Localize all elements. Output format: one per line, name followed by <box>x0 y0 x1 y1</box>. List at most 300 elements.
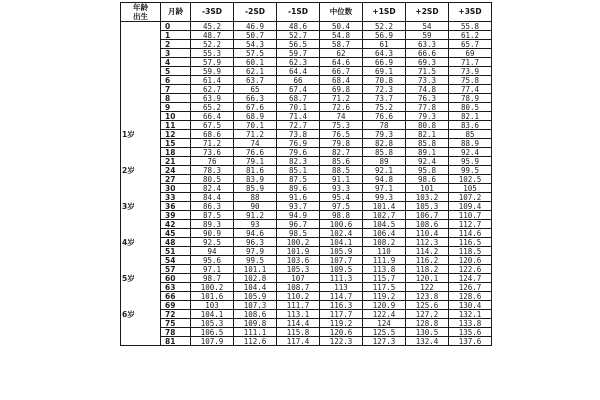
value-cell: 48.7 <box>191 31 234 40</box>
value-cell: 67.4 <box>277 85 320 94</box>
value-cell: 112.7 <box>449 220 492 229</box>
value-cell: 116.2 <box>406 256 449 265</box>
table-row <box>121 193 492 202</box>
value-cell: 105.3 <box>191 319 234 328</box>
value-cell: 72.6 <box>320 103 363 112</box>
height-reference-table <box>120 2 492 346</box>
month-cell: 11 <box>161 121 191 130</box>
age-cell: 4岁 <box>121 238 161 247</box>
value-cell: 56.5 <box>277 40 320 49</box>
value-cell: 106.7 <box>406 211 449 220</box>
age-cell <box>121 112 161 121</box>
value-cell: 61.4 <box>191 76 234 85</box>
age-cell <box>121 49 161 58</box>
value-cell: 66 <box>277 76 320 85</box>
month-cell: 7 <box>161 85 191 94</box>
age-cell: 2岁 <box>121 166 161 175</box>
value-cell: 128.8 <box>406 319 449 328</box>
value-cell: 75.3 <box>320 121 363 130</box>
month-cell: 2 <box>161 40 191 49</box>
table-row <box>121 202 492 211</box>
value-cell: 66.6 <box>406 49 449 58</box>
table-row <box>121 337 492 346</box>
value-cell: 115.8 <box>277 328 320 337</box>
value-cell: 95.9 <box>449 157 492 166</box>
table-row <box>121 130 492 139</box>
age-cell <box>121 67 161 76</box>
value-cell: 99.5 <box>449 166 492 175</box>
age-cell <box>121 292 161 301</box>
value-cell: 48.6 <box>277 22 320 31</box>
value-cell: 82.1 <box>406 130 449 139</box>
value-cell: 79.8 <box>320 139 363 148</box>
value-cell: 128.6 <box>449 292 492 301</box>
age-cell: 5岁 <box>121 274 161 283</box>
month-cell: 57 <box>161 265 191 274</box>
value-cell: 79.6 <box>277 148 320 157</box>
age-cell <box>121 193 161 202</box>
value-cell: 88.9 <box>449 139 492 148</box>
value-cell: 71.4 <box>277 112 320 121</box>
value-cell: 112.3 <box>406 238 449 247</box>
value-cell: 107.9 <box>191 337 234 346</box>
value-cell: 82.4 <box>191 184 234 193</box>
value-cell: 96.3 <box>234 238 277 247</box>
value-cell: 123.8 <box>406 292 449 301</box>
value-cell: 64.3 <box>363 49 406 58</box>
month-cell: 12 <box>161 130 191 139</box>
value-cell: 57.9 <box>191 58 234 67</box>
value-cell: 111.7 <box>277 301 320 310</box>
value-cell: 105.9 <box>320 247 363 256</box>
value-cell: 78.3 <box>191 166 234 175</box>
table-row <box>121 328 492 337</box>
table-row <box>121 157 492 166</box>
value-cell: 67.6 <box>234 103 277 112</box>
value-cell: 46.9 <box>234 22 277 31</box>
month-cell: 51 <box>161 247 191 256</box>
value-cell: 52.7 <box>277 31 320 40</box>
value-cell: 70.1 <box>277 103 320 112</box>
value-cell: 113 <box>320 283 363 292</box>
value-cell: 68.4 <box>320 76 363 85</box>
month-cell: 33 <box>161 193 191 202</box>
value-cell: 120.6 <box>320 328 363 337</box>
value-cell: 100.2 <box>277 238 320 247</box>
value-cell: 104.4 <box>234 283 277 292</box>
value-cell: 71.5 <box>406 67 449 76</box>
value-cell: 70.1 <box>234 121 277 130</box>
month-cell: 4 <box>161 58 191 67</box>
value-cell: 70.8 <box>363 76 406 85</box>
column-header-minus-2sd: -2SD <box>234 3 277 22</box>
value-cell: 75.2 <box>363 103 406 112</box>
value-cell: 105 <box>449 184 492 193</box>
value-cell: 62.1 <box>234 67 277 76</box>
age-cell <box>121 31 161 40</box>
value-cell: 73.9 <box>449 67 492 76</box>
value-cell: 95.4 <box>320 193 363 202</box>
value-cell: 105.9 <box>234 292 277 301</box>
value-cell: 85.8 <box>406 139 449 148</box>
month-cell: 60 <box>161 274 191 283</box>
value-cell: 88 <box>234 193 277 202</box>
value-cell: 94.6 <box>234 229 277 238</box>
value-cell: 62.7 <box>191 85 234 94</box>
month-cell: 24 <box>161 166 191 175</box>
value-cell: 105.3 <box>277 265 320 274</box>
column-header-minus-1sd: -1SD <box>277 3 320 22</box>
value-cell: 107.3 <box>234 301 277 310</box>
value-cell: 125.5 <box>363 328 406 337</box>
month-cell: 3 <box>161 49 191 58</box>
value-cell: 57.5 <box>234 49 277 58</box>
value-cell: 119.2 <box>363 292 406 301</box>
value-cell: 108.2 <box>363 238 406 247</box>
value-cell: 85 <box>449 130 492 139</box>
value-cell: 126.7 <box>449 283 492 292</box>
value-cell: 89.6 <box>277 184 320 193</box>
month-column-header: 月龄 <box>161 3 191 22</box>
value-cell: 78 <box>363 121 406 130</box>
value-cell: 93 <box>234 220 277 229</box>
value-cell: 55.3 <box>191 49 234 58</box>
age-cell <box>121 94 161 103</box>
value-cell: 66.7 <box>320 67 363 76</box>
table-row <box>121 31 492 40</box>
age-cell <box>121 22 161 31</box>
value-cell: 99.3 <box>363 193 406 202</box>
value-cell: 89.1 <box>406 148 449 157</box>
table-row <box>121 58 492 67</box>
value-cell: 61.2 <box>449 31 492 40</box>
month-cell: 21 <box>161 157 191 166</box>
value-cell: 104.1 <box>191 310 234 319</box>
value-cell: 55.8 <box>449 22 492 31</box>
age-cell <box>121 301 161 310</box>
value-cell: 85.8 <box>363 148 406 157</box>
age-cell <box>121 148 161 157</box>
value-cell: 73.8 <box>277 130 320 139</box>
value-cell: 132.1 <box>449 310 492 319</box>
value-cell: 66.4 <box>191 112 234 121</box>
age-cell <box>121 247 161 256</box>
value-cell: 59.9 <box>191 67 234 76</box>
value-cell: 104.5 <box>363 220 406 229</box>
value-cell: 100.2 <box>191 283 234 292</box>
value-cell: 130.5 <box>406 328 449 337</box>
value-cell: 80.5 <box>449 103 492 112</box>
table-row <box>121 274 492 283</box>
table-row <box>121 76 492 85</box>
value-cell: 105.3 <box>406 202 449 211</box>
value-cell: 109.5 <box>320 265 363 274</box>
age-cell <box>121 76 161 85</box>
age-cell <box>121 319 161 328</box>
month-cell: 0 <box>161 22 191 31</box>
table-row <box>121 292 492 301</box>
table-row <box>121 166 492 175</box>
table-row <box>121 85 492 94</box>
age-cell <box>121 121 161 130</box>
month-cell: 72 <box>161 310 191 319</box>
value-cell: 95.8 <box>406 166 449 175</box>
value-cell: 61 <box>363 40 406 49</box>
value-cell: 83.9 <box>234 175 277 184</box>
value-cell: 62 <box>320 49 363 58</box>
value-cell: 86.3 <box>191 202 234 211</box>
value-cell: 101.6 <box>191 292 234 301</box>
value-cell: 106.4 <box>363 229 406 238</box>
value-cell: 82.1 <box>449 112 492 121</box>
table-row <box>121 211 492 220</box>
table-row <box>121 49 492 58</box>
value-cell: 108.6 <box>406 220 449 229</box>
value-cell: 120.6 <box>449 256 492 265</box>
value-cell: 74 <box>320 112 363 121</box>
value-cell: 79.1 <box>234 157 277 166</box>
column-header-plus-1sd: +1SD <box>363 3 406 22</box>
month-cell: 27 <box>161 175 191 184</box>
value-cell: 114.6 <box>449 229 492 238</box>
age-column-header: 年龄 <box>121 3 161 13</box>
value-cell: 58.7 <box>320 40 363 49</box>
value-cell: 50.4 <box>320 22 363 31</box>
month-cell: 30 <box>161 184 191 193</box>
value-cell: 85.9 <box>234 184 277 193</box>
table-row <box>121 67 492 76</box>
value-cell: 56.9 <box>363 31 406 40</box>
value-cell: 59 <box>406 31 449 40</box>
value-cell: 110 <box>363 247 406 256</box>
value-cell: 66.9 <box>363 58 406 67</box>
value-cell: 84.4 <box>191 193 234 202</box>
value-cell: 66.3 <box>234 94 277 103</box>
value-cell: 112.6 <box>234 337 277 346</box>
value-cell: 65.2 <box>191 103 234 112</box>
month-cell: 39 <box>161 211 191 220</box>
value-cell: 92.4 <box>406 157 449 166</box>
value-cell: 94.8 <box>363 175 406 184</box>
age-cell <box>121 184 161 193</box>
value-cell: 71.2 <box>234 130 277 139</box>
value-cell: 113.8 <box>363 265 406 274</box>
table-row <box>121 22 492 31</box>
value-cell: 91.6 <box>277 193 320 202</box>
table-row <box>121 40 492 49</box>
value-cell: 68.6 <box>191 130 234 139</box>
age-cell <box>121 328 161 337</box>
value-cell: 72.3 <box>363 85 406 94</box>
value-cell: 83.6 <box>449 121 492 130</box>
value-cell: 75.8 <box>449 76 492 85</box>
value-cell: 63.7 <box>234 76 277 85</box>
value-cell: 102.7 <box>363 211 406 220</box>
value-cell: 76.3 <box>406 94 449 103</box>
table-row <box>121 121 492 130</box>
table-row <box>121 139 492 148</box>
value-cell: 76 <box>191 157 234 166</box>
value-cell: 103.2 <box>406 193 449 202</box>
age-cell <box>121 220 161 229</box>
value-cell: 89 <box>363 157 406 166</box>
month-cell: 8 <box>161 94 191 103</box>
value-cell: 92.5 <box>191 238 234 247</box>
value-cell: 95.6 <box>191 256 234 265</box>
value-cell: 94.9 <box>277 211 320 220</box>
value-cell: 122 <box>406 283 449 292</box>
value-cell: 50.7 <box>234 31 277 40</box>
age-cell <box>121 283 161 292</box>
value-cell: 125.6 <box>406 301 449 310</box>
value-cell: 93.7 <box>277 202 320 211</box>
value-cell: 101 <box>406 184 449 193</box>
value-cell: 116.5 <box>449 238 492 247</box>
age-cell: 6岁 <box>121 310 161 319</box>
value-cell: 80.8 <box>406 121 449 130</box>
value-cell: 115.7 <box>363 274 406 283</box>
age-cell: 3岁 <box>121 202 161 211</box>
column-header-plus-3sd: +3SD <box>449 3 492 22</box>
value-cell: 127.2 <box>406 310 449 319</box>
value-cell: 118.2 <box>406 265 449 274</box>
column-header-plus-2sd: +2SD <box>406 3 449 22</box>
table-row <box>121 229 492 238</box>
value-cell: 63.3 <box>406 40 449 49</box>
column-header-minus-3sd: -3SD <box>191 3 234 22</box>
value-cell: 76.6 <box>234 148 277 157</box>
value-cell: 135.6 <box>449 328 492 337</box>
value-cell: 68.7 <box>277 94 320 103</box>
value-cell: 124.7 <box>449 274 492 283</box>
value-cell: 110.7 <box>449 211 492 220</box>
value-cell: 79.3 <box>363 130 406 139</box>
month-cell: 10 <box>161 112 191 121</box>
value-cell: 82.7 <box>320 148 363 157</box>
value-cell: 101.1 <box>234 265 277 274</box>
value-cell: 114.4 <box>277 319 320 328</box>
month-cell: 69 <box>161 301 191 310</box>
month-cell: 18 <box>161 148 191 157</box>
table-row <box>121 175 492 184</box>
table-row <box>121 94 492 103</box>
value-cell: 73.6 <box>191 148 234 157</box>
value-cell: 122.3 <box>320 337 363 346</box>
month-cell: 5 <box>161 67 191 76</box>
value-cell: 108.7 <box>277 283 320 292</box>
value-cell: 72.7 <box>277 121 320 130</box>
value-cell: 97.1 <box>191 265 234 274</box>
value-cell: 104.1 <box>320 238 363 247</box>
column-header-median: 中位数 <box>320 3 363 22</box>
month-cell: 63 <box>161 283 191 292</box>
value-cell: 91.2 <box>234 211 277 220</box>
value-cell: 45.2 <box>191 22 234 31</box>
value-cell: 97.9 <box>234 247 277 256</box>
value-cell: 82.3 <box>277 157 320 166</box>
value-cell: 73.7 <box>363 94 406 103</box>
birth-label: 出生 <box>121 12 161 22</box>
value-cell: 76.6 <box>363 112 406 121</box>
value-cell: 82.8 <box>363 139 406 148</box>
value-cell: 118.5 <box>449 247 492 256</box>
value-cell: 106.5 <box>191 328 234 337</box>
header-row <box>121 3 492 13</box>
value-cell: 69 <box>449 49 492 58</box>
table-header <box>121 3 492 22</box>
table-body <box>121 22 492 346</box>
value-cell: 64.4 <box>277 67 320 76</box>
value-cell: 133.8 <box>449 319 492 328</box>
table-row <box>121 220 492 229</box>
value-cell: 97.5 <box>320 202 363 211</box>
value-cell: 97.1 <box>363 184 406 193</box>
age-cell <box>121 85 161 94</box>
month-cell: 45 <box>161 229 191 238</box>
value-cell: 99.5 <box>234 256 277 265</box>
age-cell <box>121 103 161 112</box>
month-cell: 75 <box>161 319 191 328</box>
table-row <box>121 238 492 247</box>
value-cell: 117.5 <box>363 283 406 292</box>
value-cell: 92.4 <box>449 148 492 157</box>
value-cell: 98.5 <box>277 229 320 238</box>
table-row <box>121 247 492 256</box>
value-cell: 102.8 <box>234 274 277 283</box>
age-cell <box>121 58 161 67</box>
value-cell: 103 <box>191 301 234 310</box>
table-row <box>121 310 492 319</box>
age-cell <box>121 229 161 238</box>
month-cell: 42 <box>161 220 191 229</box>
value-cell: 87.5 <box>191 211 234 220</box>
value-cell: 77.8 <box>406 103 449 112</box>
month-cell: 48 <box>161 238 191 247</box>
value-cell: 77.4 <box>449 85 492 94</box>
month-cell: 66 <box>161 292 191 301</box>
value-cell: 102.5 <box>449 175 492 184</box>
value-cell: 91.1 <box>320 175 363 184</box>
value-cell: 71.2 <box>191 139 234 148</box>
value-cell: 69.1 <box>363 67 406 76</box>
value-cell: 107 <box>277 274 320 283</box>
value-cell: 67.5 <box>191 121 234 130</box>
age-cell <box>121 211 161 220</box>
value-cell: 122.6 <box>449 265 492 274</box>
value-cell: 92.1 <box>363 166 406 175</box>
value-cell: 109.8 <box>234 319 277 328</box>
value-cell: 101.4 <box>363 202 406 211</box>
value-cell: 90.9 <box>191 229 234 238</box>
value-cell: 111.3 <box>320 274 363 283</box>
value-cell: 98.7 <box>191 274 234 283</box>
value-cell: 120.9 <box>363 301 406 310</box>
age-cell: 1岁 <box>121 130 161 139</box>
value-cell: 59.7 <box>277 49 320 58</box>
value-cell: 117.7 <box>320 310 363 319</box>
value-cell: 74 <box>234 139 277 148</box>
table-row <box>121 256 492 265</box>
value-cell: 85.1 <box>277 166 320 175</box>
age-cell <box>121 157 161 166</box>
month-cell: 81 <box>161 337 191 346</box>
value-cell: 124 <box>363 319 406 328</box>
value-cell: 130.4 <box>449 301 492 310</box>
value-cell: 62.3 <box>277 58 320 67</box>
value-cell: 114.2 <box>406 247 449 256</box>
value-cell: 117.4 <box>277 337 320 346</box>
value-cell: 65 <box>234 85 277 94</box>
